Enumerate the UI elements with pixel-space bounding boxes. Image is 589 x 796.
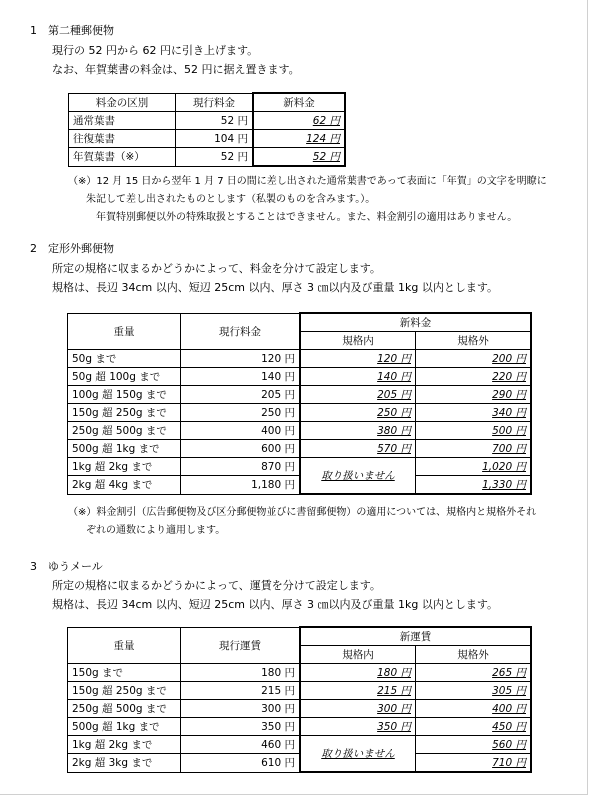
s1-current: 52 円 (176, 148, 254, 167)
s2-out: 200 円 (416, 350, 532, 368)
table-row (68, 682, 532, 700)
s2-in: 205 円 (300, 386, 416, 404)
s2-header-out: 規格外 (416, 332, 532, 350)
s3-current: 300 円 (181, 700, 301, 718)
s1-current: 104 円 (176, 130, 254, 148)
section-3-line-1: 所定の規格に収まるかどうかによって、運賃を分けて設定します。 (52, 579, 381, 592)
s2-header-new: 新料金 (300, 313, 531, 332)
s3-current: 180 円 (181, 664, 301, 682)
table-row (68, 476, 532, 495)
s2-out: 700 円 (416, 440, 532, 458)
section-2-line-1: 所定の規格に収まるかどうかによって、料金を分けて設定します。 (52, 262, 381, 275)
s2-current: 250 円 (181, 404, 301, 422)
s2-weight: 1kg 超 2kg まで (68, 458, 181, 476)
s2-out: 1,330 円 (416, 476, 532, 495)
s2-out: 220 円 (416, 368, 532, 386)
s3-in: 215 円 (300, 682, 416, 700)
s1-header-current: 現行料金 (176, 93, 254, 112)
section-1-note-1: （※）12 月 15 日から翌年 1 月 7 日の間に差し出された通常葉書であって表面に「年賀」の文字を明瞭に (68, 176, 547, 187)
table-row (68, 754, 532, 773)
s2-out: 290 円 (416, 386, 532, 404)
s2-out: 1,020 円 (416, 458, 532, 476)
s2-out: 500 円 (416, 422, 532, 440)
section-3-line-2: 規格は、長辺 34cm 以内、短辺 25cm 以内、厚さ 3 ㎝以内及び重量 1kg 以内とします。 (52, 598, 498, 611)
s3-header-out: 規格外 (416, 646, 532, 664)
table-row (68, 350, 532, 368)
section-3-title: ゆうメール (48, 560, 103, 573)
section-1-note-2: 朱記して差し出されたものとします（私製のものを含みます。）。 (86, 194, 376, 205)
section-1-table (68, 92, 346, 167)
section-1-title: 第二種郵便物 (48, 24, 114, 37)
table-row (69, 130, 346, 148)
s2-header-weight: 重量 (68, 313, 181, 350)
s2-current: 140 円 (181, 368, 301, 386)
section-2-table (67, 312, 532, 495)
s2-current: 600 円 (181, 440, 301, 458)
table-row (68, 422, 532, 440)
s2-weight: 50g まで (68, 350, 181, 368)
s3-weight: 250g 超 500g まで (68, 700, 181, 718)
s2-weight: 50g 超 100g まで (68, 368, 181, 386)
table-row (69, 148, 346, 167)
s2-header-in: 規格内 (300, 332, 416, 350)
section-2-note-1: （※）料金割引（広告郵便物及び区分郵便物並びに書留郵便物）の適用については、規格内と規格外それ (68, 507, 537, 518)
s2-weight: 2kg 超 4kg まで (68, 476, 181, 495)
section-2-line-2: 規格は、長辺 34cm 以内、短辺 25cm 以内、厚さ 3 ㎝以内及び重量 1kg 以内とします。 (52, 281, 498, 294)
section-1-line-2: なお、年賀葉書の料金は、52 円に据え置きます。 (52, 63, 300, 76)
s2-in: 120 円 (300, 350, 416, 368)
s3-current: 350 円 (181, 718, 301, 736)
table-row (68, 368, 532, 386)
s2-current: 1,180 円 (181, 476, 301, 495)
s3-header-in: 規格内 (300, 646, 416, 664)
table-row (68, 404, 532, 422)
s1-header-kind: 料金の区別 (69, 93, 176, 112)
s3-in: 350 円 (300, 718, 416, 736)
s1-kind: 往復葉書 (69, 130, 176, 148)
s3-header-new: 新運賃 (300, 627, 531, 646)
s2-current: 205 円 (181, 386, 301, 404)
s3-weight: 1kg 超 2kg まで (68, 736, 181, 754)
s3-out: 265 円 (416, 664, 532, 682)
section-3-number: 3 (30, 560, 37, 573)
section-2-heading (30, 240, 114, 256)
s2-weight: 150g 超 250g まで (68, 404, 181, 422)
s3-current: 460 円 (181, 736, 301, 754)
s2-weight: 250g 超 500g まで (68, 422, 181, 440)
s3-out: 710 円 (416, 754, 532, 773)
section-1-note-3: 年賀特別郵便以外の特殊取扱とすることはできません。また、料金割引の適用はありません。 (96, 212, 518, 223)
section-2-note-2: ぞれの通数により適用します。 (86, 525, 226, 536)
s2-in: 250 円 (300, 404, 416, 422)
s3-weight: 500g 超 1kg まで (68, 718, 181, 736)
s3-current: 215 円 (181, 682, 301, 700)
section-3-heading (30, 558, 103, 574)
table-row (69, 112, 346, 130)
s1-header-new: 新料金 (253, 93, 345, 112)
s1-current: 52 円 (176, 112, 254, 130)
s3-out: 305 円 (416, 682, 532, 700)
table-row (68, 440, 532, 458)
s2-weight: 100g 超 150g まで (68, 386, 181, 404)
s3-current: 610 円 (181, 754, 301, 773)
s3-header-weight: 重量 (68, 627, 181, 664)
s3-out: 400 円 (416, 700, 532, 718)
s3-weight: 2kg 超 3kg まで (68, 754, 181, 773)
s2-current: 120 円 (181, 350, 301, 368)
s3-weight: 150g まで (68, 664, 181, 682)
table-row (68, 386, 532, 404)
s1-new: 52 円 (253, 148, 345, 167)
section-2-title: 定形外郵便物 (48, 242, 114, 255)
s1-kind: 年賀葉書（※） (69, 148, 176, 167)
s3-header-current: 現行運賃 (181, 627, 301, 664)
table-row (68, 718, 532, 736)
s2-current: 400 円 (181, 422, 301, 440)
section-3-table (67, 626, 532, 773)
s2-in: 570 円 (300, 440, 416, 458)
section-1-number: 1 (30, 24, 37, 37)
s1-kind: 通常葉書 (69, 112, 176, 130)
s1-new: 62 円 (253, 112, 345, 130)
s1-new: 124 円 (253, 130, 345, 148)
s3-weight: 150g 超 250g まで (68, 682, 181, 700)
table-row (68, 700, 532, 718)
s3-not-handled: 取り扱いません (300, 736, 416, 773)
s3-out: 450 円 (416, 718, 532, 736)
section-1-heading (30, 22, 114, 38)
s2-current: 870 円 (181, 458, 301, 476)
s3-out: 560 円 (416, 736, 532, 754)
s3-in: 300 円 (300, 700, 416, 718)
s3-in: 180 円 (300, 664, 416, 682)
table-row (68, 736, 532, 754)
table-row (68, 458, 532, 476)
s2-in: 380 円 (300, 422, 416, 440)
section-2-number: 2 (30, 242, 37, 255)
table-row (68, 664, 532, 682)
section-1-line-1: 現行の 52 円から 62 円に引き上げます。 (52, 44, 259, 57)
s2-out: 340 円 (416, 404, 532, 422)
s2-weight: 500g 超 1kg まで (68, 440, 181, 458)
s2-in: 140 円 (300, 368, 416, 386)
s2-not-handled: 取り扱いません (300, 458, 416, 495)
s2-header-current: 現行料金 (181, 313, 301, 350)
